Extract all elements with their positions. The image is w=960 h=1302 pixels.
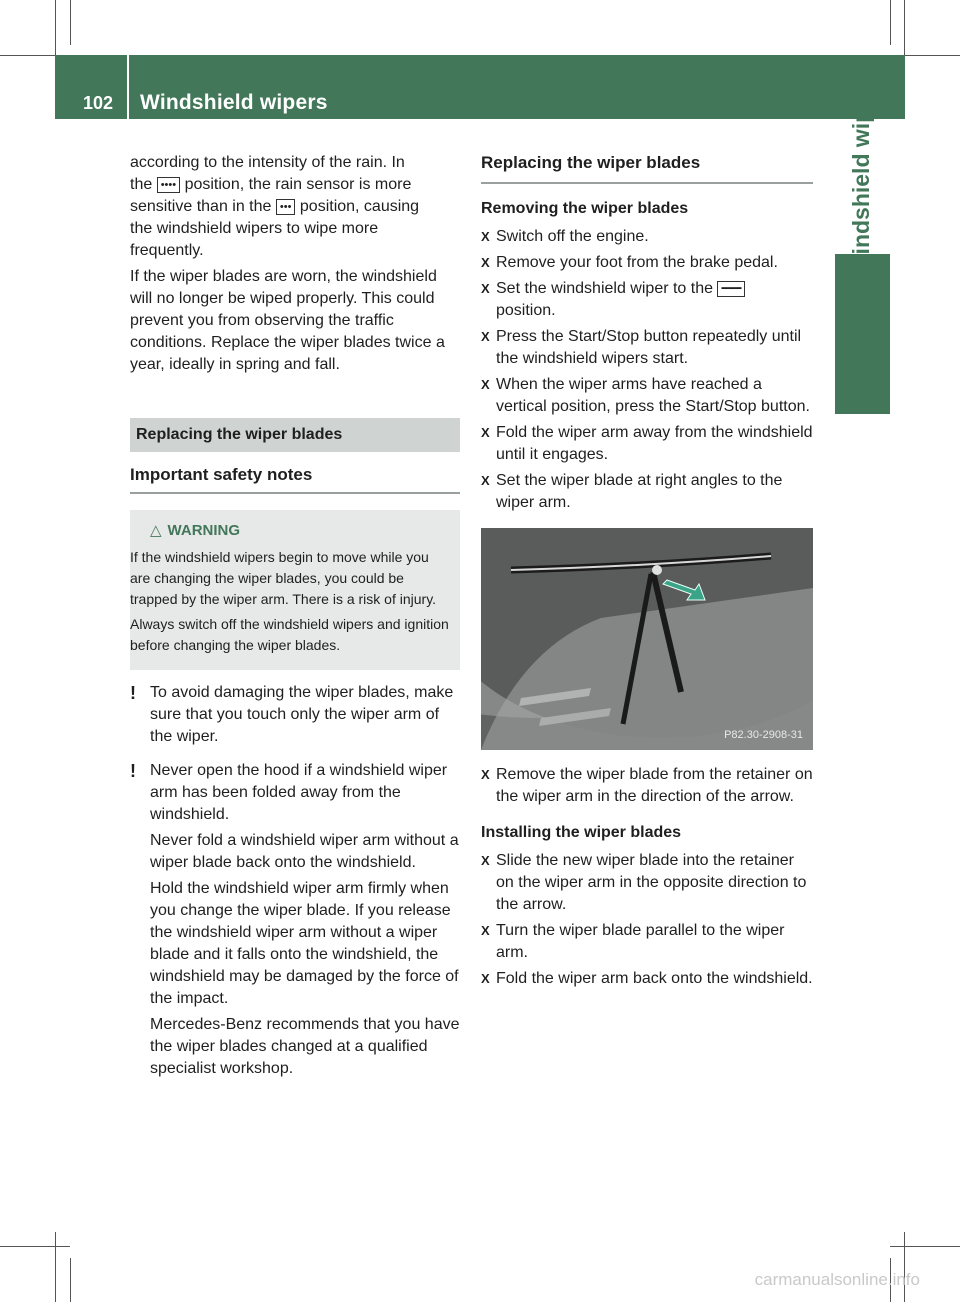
wiper-fast-symbol: •••• <box>157 177 180 193</box>
warning-triangle-icon: △ <box>150 522 162 539</box>
intro-paragraph: according to the intensity of the rain. In the •••• position, the rain sensor is more sensitive than in the ••• position, causing the windshield wipers to wipe more frequently. <box>130 154 420 259</box>
section-heading: Replacing the wiper blades <box>130 418 460 452</box>
replacing-heading: Replacing the wiper blades <box>481 152 813 184</box>
warning-title: △ WARNING <box>150 522 241 539</box>
exclamation-icon: ! <box>130 683 136 703</box>
step: X Slide the new wiper blade into the retainer on the wiper arm in the opposite direction to the arrow. <box>481 852 807 913</box>
crop-mark <box>890 0 891 45</box>
crop-mark <box>904 1232 905 1302</box>
step-arrow-icon: X <box>481 281 490 296</box>
step: X Fold the wiper arm back onto the windshield. <box>481 968 813 990</box>
warning-text: If the windshield wipers begin to move while you are changing the wiper blades, you could be trapped by the wiper arm. There is a risk of injury. <box>130 549 437 607</box>
step-arrow-icon: X <box>481 473 490 488</box>
figure-code: P82.30-2908-31 <box>724 729 803 741</box>
step-arrow-icon: X <box>481 971 490 986</box>
step-arrow-icon: X <box>481 229 490 244</box>
right-column <box>481 152 813 994</box>
exclamation-icon: ! <box>130 761 136 781</box>
warning-text: Always switch off the windshield wipers and ignition before changing the wiper blades. <box>130 616 449 653</box>
step-arrow-icon: X <box>481 377 490 392</box>
step: X Turn the wiper blade parallel to the wiper arm. <box>481 922 785 961</box>
warning-box <box>130 510 460 670</box>
page-header <box>55 55 905 119</box>
step: X Remove your foot from the brake pedal. <box>481 252 813 274</box>
crop-mark <box>55 1232 56 1302</box>
crop-mark <box>70 1258 71 1302</box>
page-number: 102 <box>83 93 114 113</box>
step-arrow-icon: X <box>481 329 490 344</box>
step-arrow-icon: X <box>481 923 490 938</box>
note-paragraph: Hold the windshield wiper arm firmly when you change the wiper blade. If you release the windshield wiper arm without a wiper blade and it falls onto the windshield, the windshield may be damaged by the force of the impact. <box>150 880 459 1007</box>
wiper-illustration <box>481 528 813 750</box>
section-title: Windshield wipers <box>140 91 328 114</box>
step: X Press the Start/Stop button repeatedly until the windshield wipers start. <box>481 328 802 367</box>
note: ! Never open the hood if a windshield wiper arm has been folded away from the windshield. <box>130 761 448 823</box>
wiper-slow-symbol: ••• <box>276 199 296 215</box>
removing-heading: Removing the wiper blades <box>481 200 689 217</box>
wiper-figure <box>481 528 813 750</box>
note: ! To avoid damaging the wiper blades, make sure that you touch only the wiper arm of the wiper. <box>130 683 454 745</box>
crop-mark <box>0 1246 70 1247</box>
step-arrow-icon: X <box>481 767 490 782</box>
step: X Fold the wiper arm away from the windshield until it engages. <box>481 424 813 463</box>
watermark: carmanualsonline.info <box>754 1270 920 1289</box>
step: X Switch off the engine. <box>481 226 813 248</box>
step-arrow-icon: X <box>481 853 490 868</box>
note-paragraph: Mercedes-Benz recommends that you have the wiper blades changed at a qualified specialist workshop. <box>150 1016 460 1077</box>
crop-mark <box>70 0 71 45</box>
left-column <box>130 152 460 1084</box>
step: X When the wiper arms have reached a vertical position, press the Start/Stop button. <box>481 376 810 415</box>
step-arrow-icon: X <box>481 255 490 270</box>
installing-heading: Installing the wiper blades <box>481 824 682 841</box>
note-paragraph: Never fold a windshield wiper arm without a wiper blade back onto the windshield. <box>150 832 459 871</box>
step: X Remove the wiper blade from the retainer on the wiper arm in the direction of the arrow. <box>481 766 813 805</box>
step: X Set the windshield wiper to the ━━━ position. <box>481 278 813 322</box>
header-divider <box>127 55 129 119</box>
crop-mark <box>890 1246 960 1247</box>
step-arrow-icon: X <box>481 425 490 440</box>
safety-notes-heading: Important safety notes <box>130 464 460 494</box>
wiper-off-symbol: ━━━ <box>717 281 745 297</box>
side-tab-label: Lights and windshield wipers <box>848 74 874 395</box>
worn-blades-paragraph: If the wiper blades are worn, the windshield will no longer be wiped properly. This could prevent you from observing the traffic conditions. Replace the wiper blades twice a year, ideally in spring and fall. <box>130 268 445 373</box>
step: X Set the wiper blade at right angles to the wiper arm. <box>481 472 783 511</box>
